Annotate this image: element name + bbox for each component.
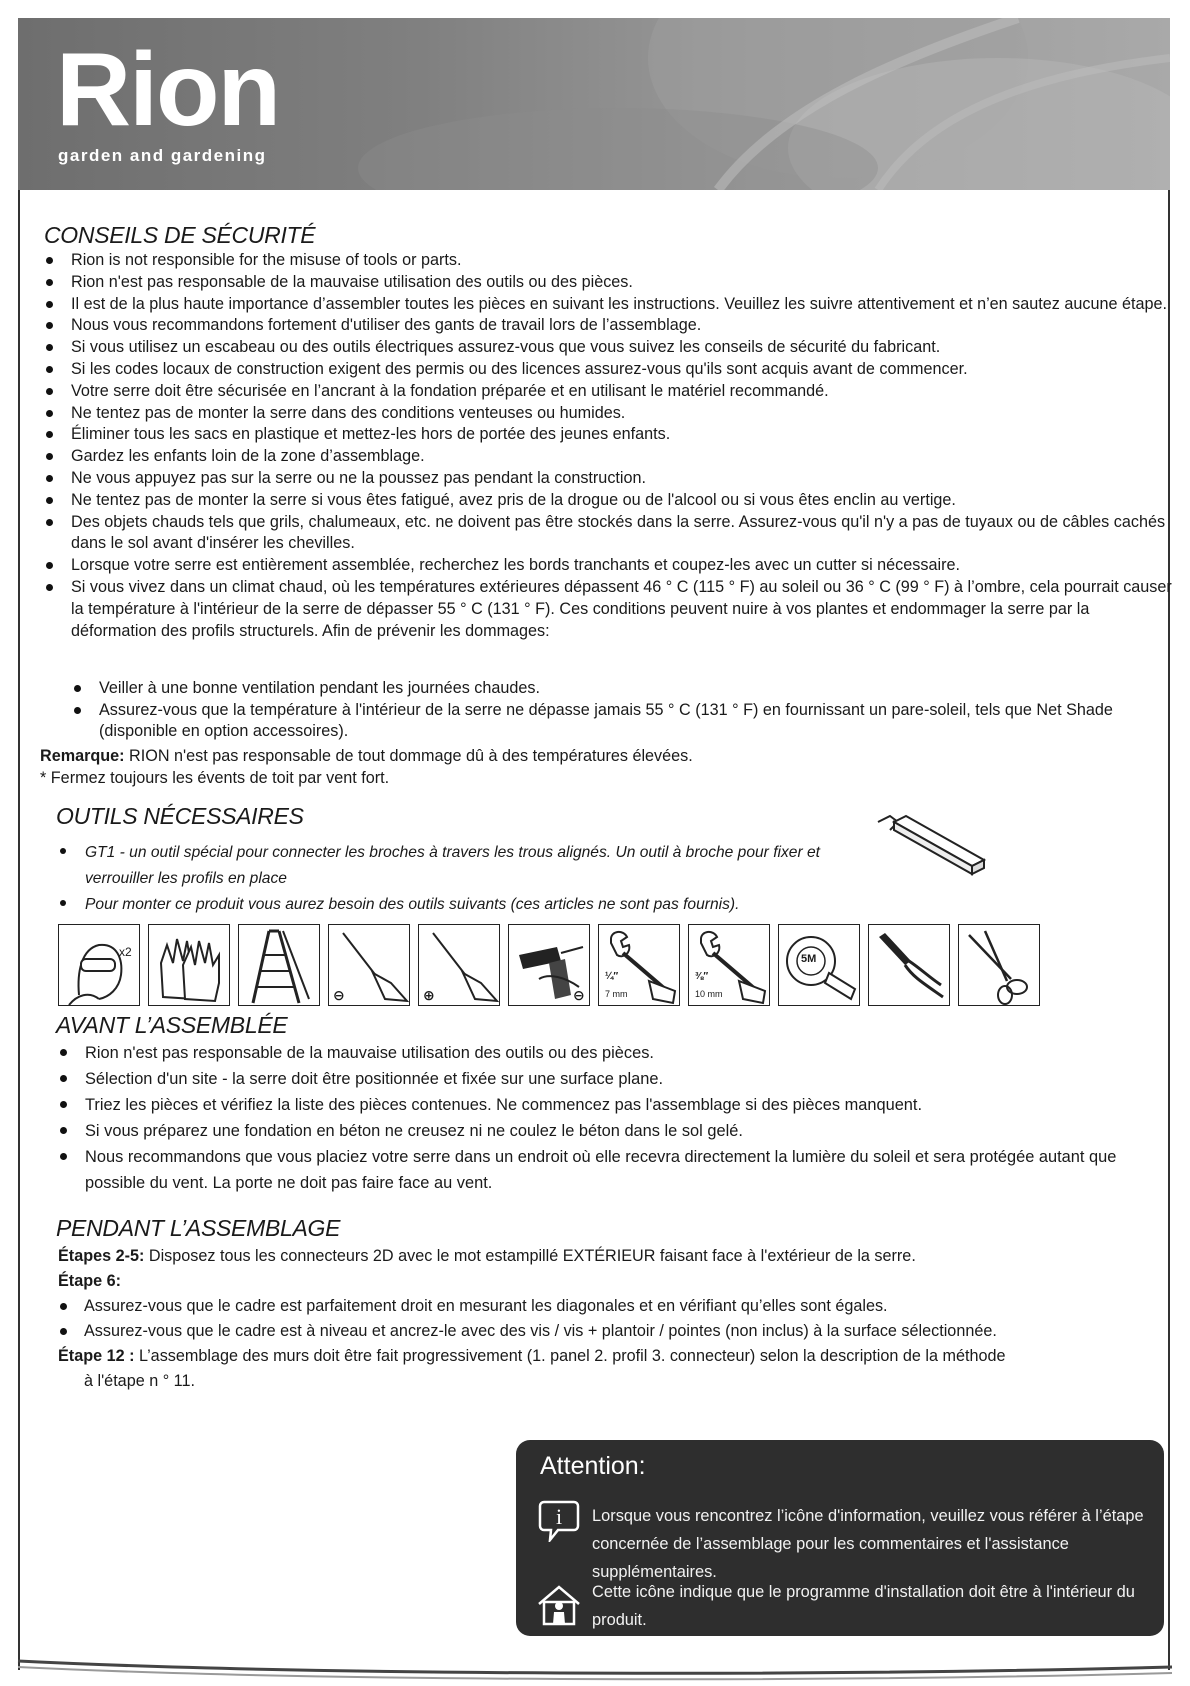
safety-sub-list xyxy=(72,678,1132,743)
list-item: Pour monter ce produit vous aurez besoin des outils suivants (ces articles ne sont pas fournis). xyxy=(58,892,858,918)
list-item: Assurez-vous que le cadre est parfaitement droit en mesurant les diagonales et en vérifiant qu’elles sont égales. xyxy=(58,1294,1168,1319)
list-item: Nous vous recommandons fortement d'utiliser des gants de travail lors de l’assemblage. xyxy=(44,315,1172,337)
svg-text:i: i xyxy=(555,1504,563,1529)
list-item: Rion is not responsible for the misuse of tools or parts. xyxy=(44,250,1172,272)
list-item: Gardez les enfants loin de la zone d’assemblage. xyxy=(44,446,1172,468)
list-item: Sélection d'un site - la serre doit être positionnée et fixée sur une surface plane. xyxy=(58,1066,1158,1092)
tape-measure-icon xyxy=(778,924,860,1006)
tools-section-title: OUTILS NÉCESSAIRES xyxy=(56,803,304,829)
attention-box xyxy=(516,1440,1164,1636)
phillips-screwdriver-icon xyxy=(418,924,500,1006)
goggles-quantity: x2 xyxy=(119,945,132,959)
step-6-label: Étape 6: xyxy=(58,1272,121,1290)
safety-list xyxy=(44,250,1172,642)
indoor-installer-icon xyxy=(536,1584,582,1626)
list-item: Nous recommandons que vous placiez votre serre dans un endroit où elle recevra directement la lumière du soleil et sera protégée autant que possible du vent. La porte ne doit pas faire face au vent. xyxy=(58,1144,1158,1196)
list-item: Lorsque votre serre est entièrement assemblée, recherchez les bords tranchants et coupez-les avec un cutter si nécessaire. xyxy=(44,555,1172,577)
brand-logo: Rion xyxy=(56,32,280,148)
list-item: Des objets chauds tels que grils, chalumeaux, etc. ne doivent pas être stockés dans la serre. Assurez-vous qu'il n'y a pas de tuyaux ou de câbles cachés dans le sol avant d'insérer les chevilles. xyxy=(44,512,1172,556)
wrench-7mm-metric: 7 mm xyxy=(605,989,628,999)
scissors-icon xyxy=(958,924,1040,1006)
tape-length-label: 5M xyxy=(801,953,817,965)
during-steps xyxy=(58,1244,1168,1394)
step-2-5-text: Disposez tous les connecteurs 2D avec le mot estampillé EXTÉRIEUR faisant face à l'extérieur de la serre. xyxy=(144,1247,916,1265)
step-6-row xyxy=(58,1269,1168,1294)
wrench-7mm-imperial: ¼″ xyxy=(605,971,619,982)
list-item: Veiller à une bonne ventilation pendant les journées chaudes. xyxy=(72,678,1132,700)
pliers-icon xyxy=(868,924,950,1006)
list-item: Éliminer tous les sacs en plastique et mettez-les hors de portée des jeunes enfants. xyxy=(44,424,1172,446)
gt1-pin-tool-icon xyxy=(872,808,992,888)
roof-vent-footnote: * Fermez toujours les évents de toit par vent fort. xyxy=(40,769,390,787)
brand-tagline: garden and gardening xyxy=(58,146,267,165)
work-gloves-icon xyxy=(148,924,230,1006)
tools-list xyxy=(58,840,858,918)
during-section-title: PENDANT L’ASSEMBLAGE xyxy=(56,1215,341,1241)
list-item: Assurez-vous que la température à l'intérieur de la serre ne dépasse jamais 55 ° C (131 ° F) en fournissant un pare-soleil, tels que Net Shade (disponible en option accessoires). xyxy=(72,700,1132,743)
list-item: Si vous préparez une fondation en béton ne creusez ni ne coulez le béton dans le sol gelé. xyxy=(58,1118,1158,1144)
list-item: Si vous utilisez un escabeau ou des outils électriques assurez-vous que vous suivez les conseils de sécurité du fabricant. xyxy=(44,337,1172,359)
list-item: GT1 - un outil spécial pour connecter les broches à travers les trous alignés. Un outil à broche pour fixer et verrouiller les profils en place xyxy=(58,840,858,892)
page-header xyxy=(18,18,1170,190)
remark-label: Remarque: xyxy=(40,747,125,765)
phillips-head-symbol: ⊕ xyxy=(423,987,435,1003)
wrench-10mm-icon xyxy=(688,924,770,1006)
step-2-5-row xyxy=(58,1244,1168,1269)
power-drill-icon xyxy=(508,924,590,1006)
flat-head-symbol: ⊖ xyxy=(333,987,345,1003)
step-12-text: L’assemblage des murs doit être fait progressivement (1. panel 2. profil 3. connecteur) selon la description de la méthode xyxy=(134,1347,1006,1365)
step-2-5-label: Étapes 2-5: xyxy=(58,1247,145,1265)
flat-screwdriver-icon xyxy=(328,924,410,1006)
info-icon xyxy=(538,1498,580,1542)
list-item: Rion n'est pas responsable de la mauvaise utilisation des outils ou des pièces. xyxy=(44,272,1172,294)
step-ladder-icon xyxy=(238,924,320,1006)
list-item: Triez les pièces et vérifiez la liste des pièces contenues. Ne commencez pas l'assemblage si des pièces manquent. xyxy=(58,1092,1158,1118)
required-tools-strip xyxy=(58,924,1048,1006)
list-item: Si vous vivez dans un climat chaud, où les températures extérieures dépassent 46 ° C (115 ° F) au soleil ou 36 ° C (99 ° F) à l’ombre, cela pourrait causer la température à l'intérieur de la serre de dépasser 55 ° C (131 ° F). Ces conditions peuvent nuire à vos plantes et endommager la serre par la déformation des profils structurels. Afin de prévenir les dommages: xyxy=(44,577,1172,642)
step-12-row xyxy=(58,1344,1168,1369)
wrench-10mm-metric: 10 mm xyxy=(695,989,723,999)
wrench-10mm-imperial: ⅜″ xyxy=(695,971,709,982)
list-item: Votre serre doit être sécurisée en l’ancrant à la fondation préparée et en utilisant le matériel recommandé. xyxy=(44,381,1172,403)
list-item: Il est de la plus haute importance d’assembler toutes les pièces en suivant les instructions. Veuillez les suivre attentivement et n’en sautez aucune étape. xyxy=(44,294,1172,316)
step-12-continuation: à l'étape n ° 11. xyxy=(84,1372,195,1390)
before-section-title: AVANT L’ASSEMBLÉE xyxy=(56,1012,288,1038)
remark-text: RION n'est pas responsable de tout dommage dû à des températures élevées. xyxy=(124,747,693,765)
list-item: Ne vous appuyez pas sur la serre ou ne la poussez pas pendant la construction. xyxy=(44,468,1172,490)
page-bottom-curve xyxy=(0,1655,1190,1686)
list-item: Ne tentez pas de monter la serre si vous êtes fatigué, avez pris de la drogue ou de l'alcool ou si vous êtes enclin au vertige. xyxy=(44,490,1172,512)
attention-title: Attention: xyxy=(540,1452,646,1480)
info-icon-explanation: Lorsque vous rencontrez l’icône d'information, veuillez vous référer à l’étape concernée de l’assemblage pour les commentaires et l'assistance supplémentaires. xyxy=(592,1507,1144,1581)
list-item: Ne tentez pas de monter la serre dans des conditions venteuses ou humides. xyxy=(44,403,1172,425)
safety-goggles-icon xyxy=(58,924,140,1006)
indoor-icon-explanation: Cette icône indique que le programme d'installation doit être à l'intérieur du produit. xyxy=(592,1583,1135,1629)
step-12-label: Étape 12 : xyxy=(58,1347,135,1365)
before-list xyxy=(58,1040,1158,1196)
list-item: Si les codes locaux de construction exigent des permis ou des licences assurez-vous qu'ils sont acquis avant de commencer. xyxy=(44,359,1172,381)
list-item: Assurez-vous que le cadre est à niveau et ancrez-le avec des vis / vis + plantoir / pointes (non inclus) à la surface sélectionnée. xyxy=(58,1319,1168,1344)
safety-section-title: CONSEILS DE SÉCURITÉ xyxy=(44,222,316,248)
list-item: Rion n'est pas responsable de la mauvaise utilisation des outils ou des pièces. xyxy=(58,1040,1158,1066)
drill-bit-symbol: ⊖ xyxy=(573,987,585,1003)
remark-line xyxy=(40,745,693,767)
wrench-7mm-icon xyxy=(598,924,680,1006)
